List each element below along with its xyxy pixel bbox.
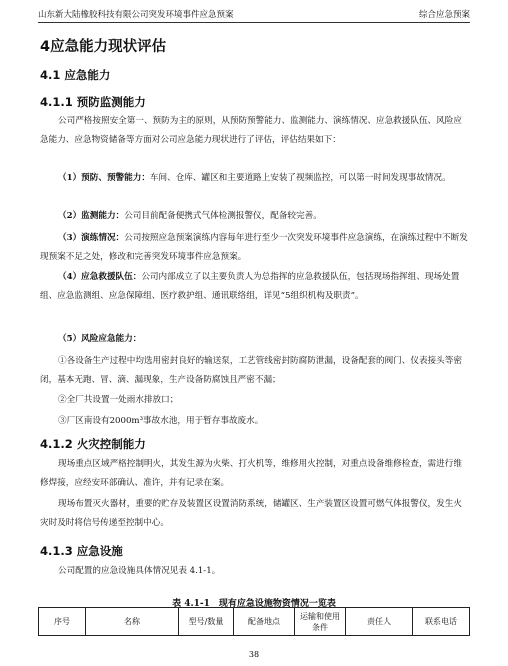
col-conditions: 运输和使用条件 xyxy=(295,608,346,636)
item-monitoring xyxy=(40,207,468,226)
item-prevention-label: （1）预防、预警能力： xyxy=(58,173,150,183)
table-header-row xyxy=(39,608,470,636)
section-4-1-heading: 4.1 应急能力 xyxy=(40,68,111,82)
col-responsible: 责任人 xyxy=(346,608,413,636)
item-monitoring-text: 公司目前配备便携式气体检测报警仪，配备较完善。 xyxy=(124,211,322,221)
col-seq: 序号 xyxy=(39,608,86,636)
col-location: 配备地点 xyxy=(234,608,295,636)
section-4-1-2-heading: 4.1.2 火灾控制能力 xyxy=(40,437,146,451)
item-prevention-text: 车间、仓库、罐区和主要道路上安装了视频监控，可以第一时间发现事故情况。 xyxy=(149,173,451,183)
item-drills xyxy=(40,229,468,267)
emergency-facilities-table xyxy=(38,607,470,636)
page-number: 38 xyxy=(248,650,260,659)
intro-paragraph: 公司严格按照安全第一、预防为主的原则，从预防预警能力、监测能力、演练情况、应急救援队伍、风险应急能力、应急物资储备等方面对公司应急能力现状进行了评估，评估结果如下： xyxy=(40,116,462,145)
facilities-paragraph: 公司配置的应急设施具体情况见表 4.1-1。 xyxy=(58,566,221,576)
item-drills-label: （3）演练情况： xyxy=(58,233,125,243)
item-rescue-team xyxy=(40,268,468,306)
header-doc-type: 综合应急预案 xyxy=(418,10,470,20)
item-prevention xyxy=(40,169,468,188)
section-4-1-3-heading: 4.1.3 应急设施 xyxy=(40,544,123,558)
header-company: 山东新大陆橡胶科技有限公司突发环境事件应急预案 xyxy=(38,10,234,20)
page-header xyxy=(38,6,470,23)
item-rescue-team-text: 公司内部成立了以主要负责人为总指挥的应急救援队伍，包括现场指挥组、现场处置组、应急监测组、应急保障组、医疗救护组、通讯联络组，详见“5组织机构及职责”。 xyxy=(40,272,460,301)
col-phone: 联系电话 xyxy=(413,608,470,636)
section-4-1-1-heading: 4.1.1 预防监测能力 xyxy=(40,95,146,109)
item-risk-capability xyxy=(40,330,468,349)
fire-paragraph-1: 现场重点区域严格控制明火，其发生源为火柴、打火机等，维修用火控制，对重点设备维修检查，需进行维修焊接，应经安环部确认、准许，并有记录在案。 xyxy=(40,459,462,488)
item-monitoring-label: （2）监测能力： xyxy=(58,211,125,221)
item-rescue-team-label: （4）应急救援队伍： xyxy=(58,272,142,282)
item-risk-capability-label: （5）风险应急能力： xyxy=(58,334,142,344)
chapter-title: 4应急能力现状评估 xyxy=(40,39,167,55)
risk-point-1: ①各设备生产过程中均选用密封良好的输送泵，工艺管线密封防腐防泄漏，设备配套的阀门、仪表接头等密闭，基本无跑、冒、滴、漏现象，生产设备防腐蚀且严密不漏； xyxy=(40,356,462,385)
table-caption: 表 4.1-1 现有应急设施物资情况一览表 xyxy=(172,599,336,609)
col-name: 名称 xyxy=(86,608,179,636)
fire-paragraph-2: 现场布置灭火器材，重要的贮存及装置区设置消防系统，储罐区、生产装置区设置可燃气体报警仪，发生火灾时及时将信号传递至控制中心。 xyxy=(40,499,462,528)
risk-point-3: ③厂区南设有2000m³事故水池，用于暂存事故废水。 xyxy=(58,416,264,426)
item-drills-text: 公司按照应急预案演练内容每年进行至少一次突发环境事件应急演练，在演练过程中不断发现预案不足之处，修改和完善突发环境事件应急预案。 xyxy=(40,233,468,262)
risk-point-2: ②全厂共设置一处雨水排放口； xyxy=(58,395,179,405)
col-model-qty: 型号/数量 xyxy=(179,608,234,636)
